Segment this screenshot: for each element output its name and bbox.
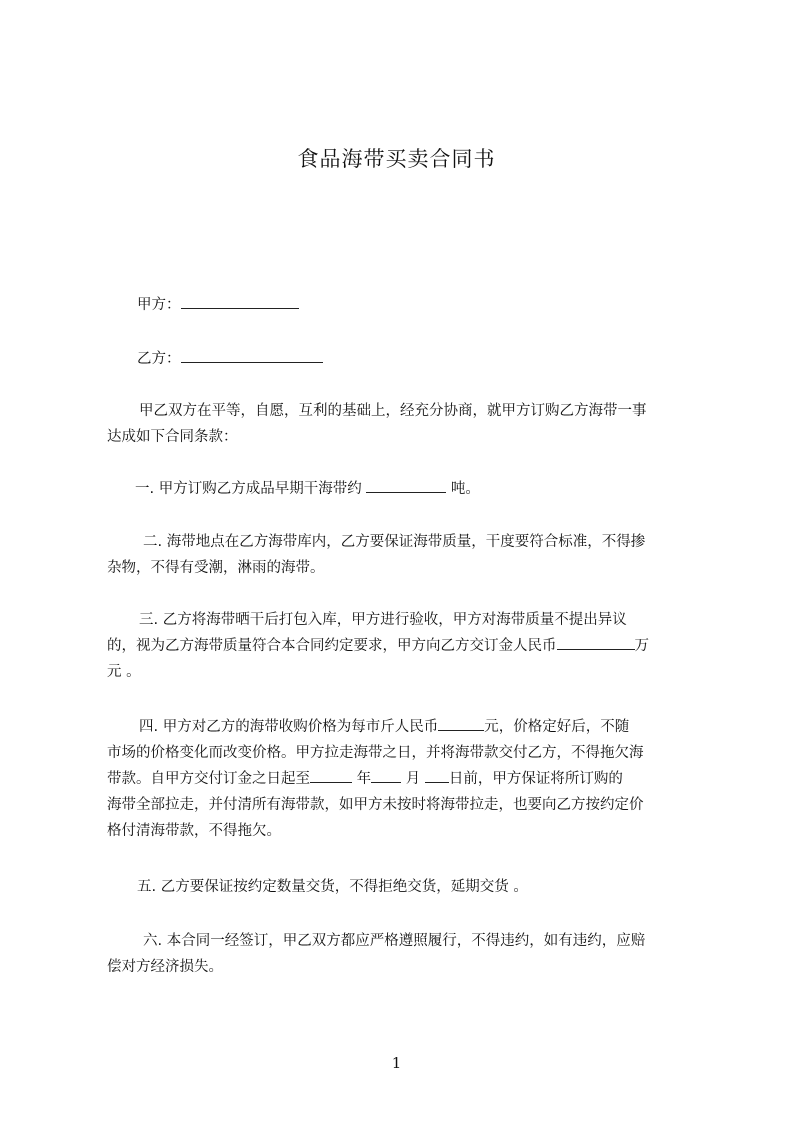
clause-4-line: 带款。自甲方交付订金之日起至 年 月 日前，甲方保证将所订购的 — [107, 766, 702, 792]
deadline-month-blank — [371, 766, 401, 783]
party-b-line — [137, 346, 323, 369]
document-title: 食品海带买卖合同书 — [297, 147, 496, 171]
party-b-blank — [181, 346, 323, 363]
clause-2-line: 二. 海带地点在乙方海带库内，乙方要保证海带质量，干度要符合标准，不得掺 — [143, 534, 646, 550]
clause-3-line: 三. 乙方将海带晒干后打包入库，甲方进行验收，甲方对海带质量不提出异议 — [139, 612, 627, 628]
clause-6-line: 偿对方经济损失。 — [107, 959, 223, 975]
party-a-line — [137, 292, 299, 315]
clause-3-line: 的，视为乙方海带质量符合本合同约定要求，甲方向乙方交订金人民币 万 — [107, 633, 702, 659]
clause-5-line: 五. 乙方要保证按约定数量交货，不得拒绝交货，延期交货 。 — [137, 879, 528, 895]
deadline-year-blank — [310, 766, 352, 783]
price-blank — [438, 714, 484, 731]
page-number: 1 — [391, 1054, 402, 1072]
intro-paragraph — [107, 398, 702, 450]
clause-4-line: 格付清海带款，不得拖欠。 — [107, 823, 281, 839]
party-a-blank — [181, 292, 299, 309]
clause-4-line: 海带全部拉走，并付清所有海带款，如甲方未按时将海带拉走，也要向乙方按约定价 — [107, 797, 644, 813]
deposit-amount-blank — [557, 633, 635, 650]
intro-line: 达成如下合同条款： — [107, 429, 238, 445]
party-b-label: 乙方： — [137, 351, 181, 367]
clause-2-line: 杂物，不得有受潮，淋雨的海带。 — [107, 560, 325, 576]
clause-3 — [107, 607, 702, 685]
clause-6 — [107, 928, 702, 980]
clause-5 — [107, 874, 702, 900]
clause-1 — [107, 476, 702, 502]
party-a-label: 甲方： — [137, 297, 181, 313]
clause-2 — [107, 529, 702, 581]
clause-3-line: 元 。 — [107, 664, 141, 680]
deadline-day-blank — [425, 766, 449, 783]
tonnage-blank — [366, 476, 446, 493]
clause-1-line: 一. 甲方订购乙方成品早期干海带约 吨。 — [107, 476, 702, 502]
clause-4-line: 四. 甲方对乙方的海带收购价格为每市斤人民币 元，价格定好后，不随 — [107, 714, 702, 740]
clause-4-line: 市场的价格变化而改变价格。甲方拉走海带之日，并将海带款交付乙方，不得拖欠海 — [107, 745, 644, 761]
clause-6-line: 六. 本合同一经签订，甲乙双方都应严格遵照履行，不得违约，如有违约，应赔 — [143, 933, 646, 949]
intro-line: 甲乙双方在平等，自愿，互利的基础上，经充分协商，就甲方订购乙方海带一事 — [139, 403, 647, 419]
clause-4 — [107, 714, 702, 844]
